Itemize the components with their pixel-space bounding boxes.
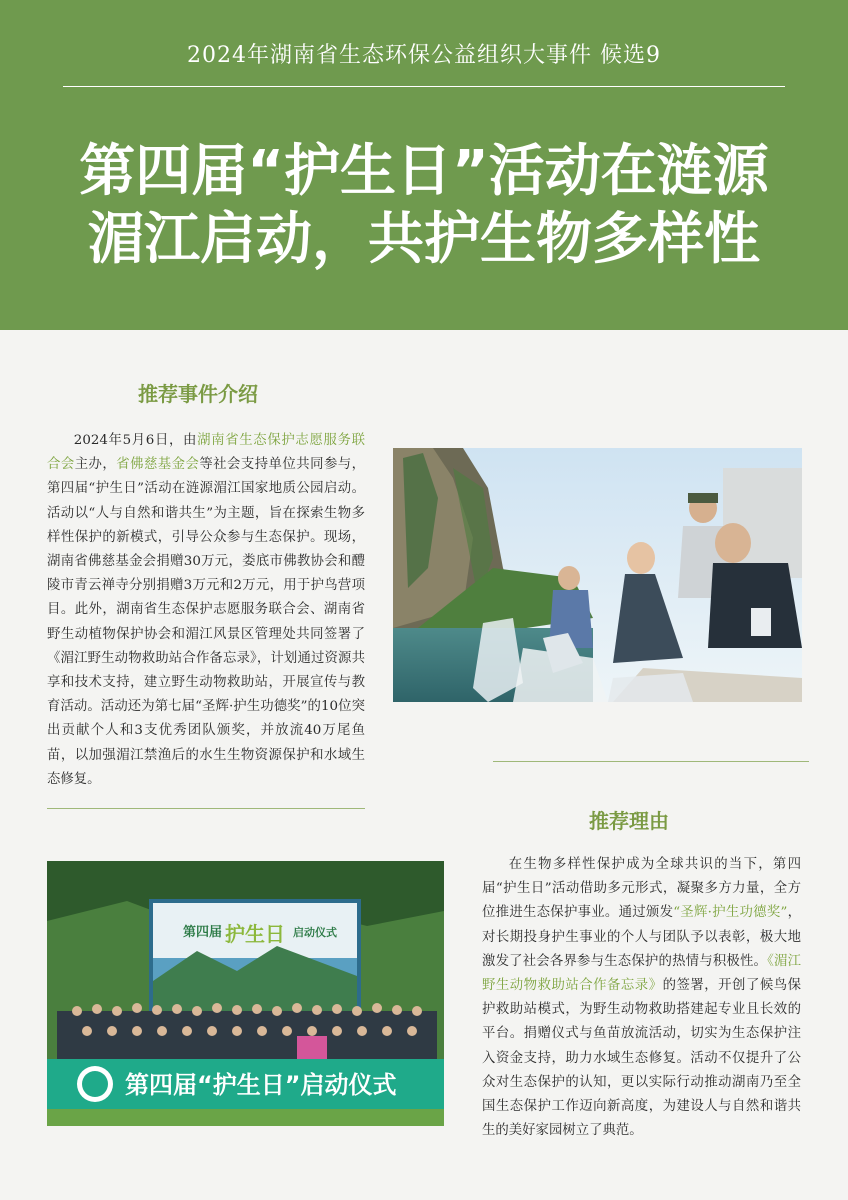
intro-segment-highlight: 湖南省生态保护志愿服务联合会 — [47, 433, 365, 473]
ceremony-banner-text: 第四届“护生日”启动仪式 — [125, 1071, 397, 1099]
intro-segment: 主办， — [74, 457, 117, 473]
intro-paragraph-text — [47, 429, 365, 792]
page-title — [0, 138, 848, 274]
title-line-2: 湄江启动，共护生物多样性 — [88, 207, 760, 272]
board-title: 第四届 — [183, 925, 223, 940]
header-divider — [63, 86, 785, 87]
reason-segment: 在生物多样性保护成为全球共识的当下，第四届“护生日”活动借助多元形式，凝聚多方力量，全方位推进生态保护事业。通过颁发 — [482, 857, 801, 921]
intro-paragraph — [47, 429, 365, 792]
reason-segment: 的签署，开创了候鸟保护救助站模式，为野生动物救助搭建起专业且长效的平台。捐赠仪式与鱼苗放流活动，切实为生态保护注入资金支持，助力水域生态修复。活动不仅提升了公众对生态保护的认知，更以实际行动推动湖南乃至全国生态保护工作迈向新高度，为建设人与自然和谐共生的美好家园树立了典范。 — [482, 978, 802, 1139]
board-subtitle: 启动仪式 — [293, 926, 337, 939]
intro-segment: 2024年5月6日，由 — [73, 433, 198, 448]
reason-segment-highlight: “圣辉·护生功德奖” — [673, 905, 788, 921]
ceremony-group-photo — [47, 861, 444, 1126]
reason-paragraph-text — [482, 853, 801, 1143]
intro-segment: 等社会支持单位共同参与，第四届“护生日”活动在涟源湄江国家地质公园启动。活动以“人与自然和谐共生”为主题，旨在探索生物多样性保护的新模式，引导公众参与生态保护。现场，湖南省佛慈基金会捐赠30万元，娄底市佛教协会和醴陵市青云禅寺分别捐赠3万元和2万元，用于护鸟营项目。此外，湖南省生态保护志愿服务联合会、湖南省野生动植物保护协会和湄江风景区管理处共同签署了《湄江野生动物救助站合作备忘录》，计划通过资源共享和技术支持，建立野生动物救助站，开展宣传与教育活动。活动还为第七届“圣辉·护生功德奖”的10位突出贡献个人和3支优秀团队颁奖，并放流40万尾鱼苗，以加强湄江禁渔后的水生生物资源保护和水域生态修复。 — [47, 457, 366, 787]
board-logo: 护生日 — [225, 922, 285, 946]
header-subtitle: 2024年湖南省生态环保公益组织大事件 候选9 — [187, 43, 661, 68]
intro-segment-highlight: 省佛慈基金会 — [116, 457, 200, 473]
fish-release-photo — [393, 448, 802, 702]
intro-heading: 推荐事件介绍 — [138, 382, 258, 406]
divider-right — [493, 761, 809, 762]
reason-heading: 推荐理由 — [589, 809, 669, 833]
reason-segment-highlight: 《湄江野生动物救助站合作备忘录》 — [482, 953, 801, 994]
header-banner — [0, 0, 848, 330]
reason-segment: ，对长期投身护生事业的个人与团队予以表彰，极大地激发了社会各界参与生态保护的热情与积极性。 — [482, 905, 802, 969]
reason-paragraph — [482, 853, 801, 1143]
divider-left — [47, 808, 365, 809]
title-line-1: 第四届“护生日”活动在涟源 — [79, 139, 769, 204]
